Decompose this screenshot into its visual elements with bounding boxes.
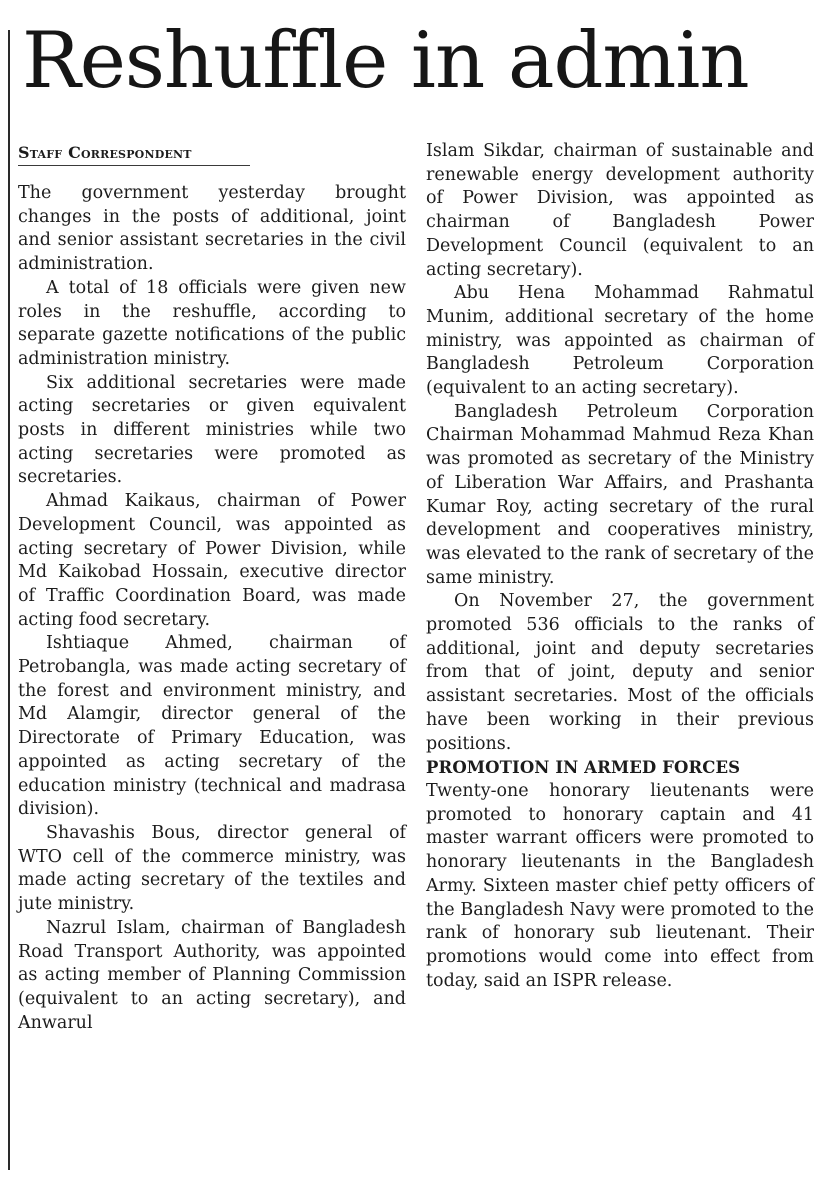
paragraph-continued: Islam Sikdar, chairman of sustainable and renewable energy development authority of Power Division, was appointed as chairman of Bangladesh Power Development Council (equivalent to an acting secretary). — [426, 141, 814, 280]
paragraph: A total of 18 officials were given new roles in the reshuffle, according to separate gazette notifications of the public administration ministry. — [18, 277, 406, 369]
paragraph: On November 27, the government promoted 536 officials to the ranks of additional, joint and deputy secretaries from that of joint, deputy and senior assistant secretaries. Most of the officials have been working in their previous positions. — [426, 591, 814, 754]
subhead: PROMOTION IN ARMED FORCES — [426, 758, 741, 778]
headline: Reshuffle in admin — [22, 16, 749, 106]
paragraph: Twenty-one honorary lieutenants were promoted to honorary captain and 41 master warrant officers were promoted to honorary lieutenants in the Bangladesh Army. Sixteen master chief petty officers of the Bangladesh Navy were promoted to the rank of honorary sub lieutenant. Their promotions would come into effect from today, said an ISPR release. — [426, 780, 814, 991]
byline — [18, 142, 250, 166]
paragraph: Nazrul Islam, chairman of Bangladesh Road Transport Authority, was appointed as acting member of Planning Commission (equivalent to an acting secretary), and Anwarul — [18, 917, 406, 1033]
byline-text: Staff Correspondent — [18, 143, 192, 162]
paragraph: The government yesterday brought changes in the posts of additional, joint and senior assistant secretaries in the civil administration. — [18, 183, 406, 275]
left-column — [18, 142, 406, 1035]
paragraph: Shavashis Bous, director general of WTO cell of the commerce ministry, was made acting secretary of the textiles and jute ministry. — [18, 822, 406, 915]
paragraph: Abu Hena Mohammad Rahmatul Munim, additional secretary of the home ministry, was appointed as chairman of Bangladesh Petroleum Corporation (equivalent to an acting secretary). — [426, 283, 814, 399]
right-column — [426, 140, 814, 993]
left-column-rule — [8, 30, 10, 1170]
paragraph: Ahmad Kaikaus, chairman of Power Development Council, was appointed as acting secretary of Power Division, while Md Kaikobad Hossain, executive director of Traffic Coordination Board, was made acting food secretary. — [18, 491, 406, 630]
paragraph: Ishtiaque Ahmed, chairman of Petrobangla, was made acting secretary of the forest and environment ministry, and Md Alamgir, director general of the Directorate of Primary Education, was appointed as acting secretary of the education ministry (technical and madrasa division). — [18, 633, 406, 820]
paragraph: Six additional secretaries were made acting secretaries or given equivalent posts in different ministries while two acting secretaries were promoted as secretaries. — [18, 372, 406, 488]
paragraph: Bangladesh Petroleum Corporation Chairman Mohammad Mahmud Reza Khan was promoted as secretary of the Ministry of Liberation War Affairs, and Prashanta Kumar Roy, acting secretary of the rural development and cooperatives ministry, was elevated to the rank of secretary of the same ministry. — [426, 401, 814, 588]
